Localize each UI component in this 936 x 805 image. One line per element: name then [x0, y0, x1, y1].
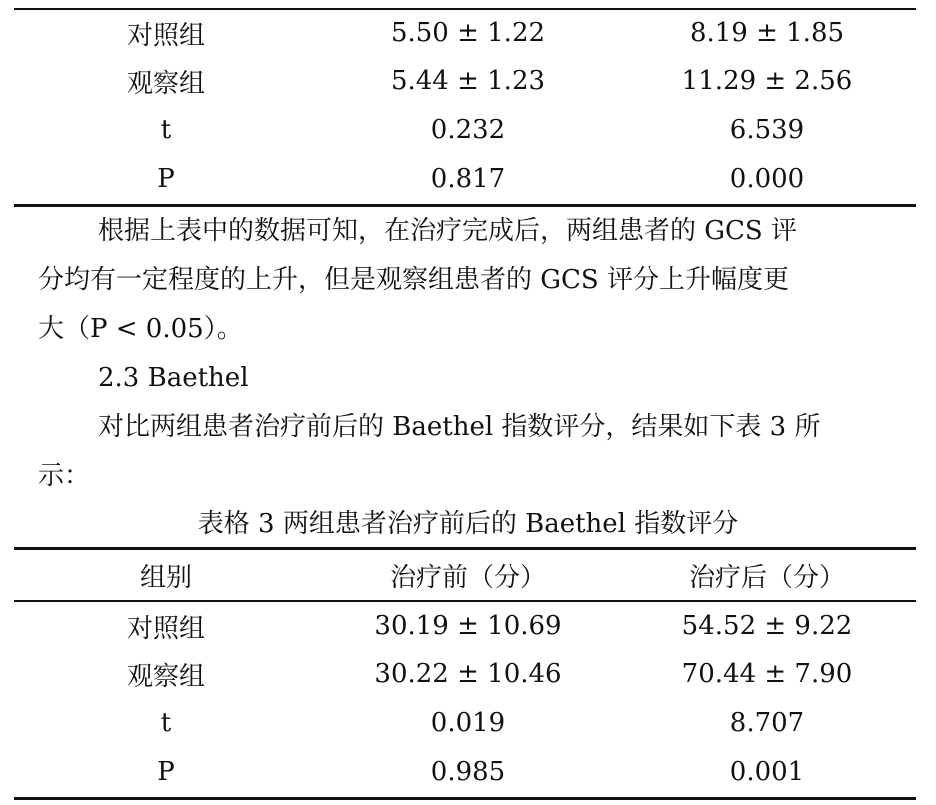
paragraph-line: 对比两组患者治疗前后的 Baethel 指数评分，结果如下表 3 所 [98, 412, 821, 442]
before-value-cell: 5.50 ± 1.22 [390, 18, 546, 48]
table2-top-rule [14, 8, 916, 10]
after-value-cell: 54.52 ± 9.22 [681, 611, 853, 641]
column-header-before: 治疗前（分） [389, 562, 546, 593]
before-value-cell: 0.232 [430, 115, 506, 145]
table-header-row [14, 553, 916, 597]
after-value-cell: 0.001 [729, 757, 805, 787]
table3-bottom-rule [14, 797, 916, 800]
table-row [14, 59, 916, 103]
intro-paragraph [38, 403, 898, 501]
paragraph-line: 示： [38, 461, 91, 491]
group-cell: 观察组 [126, 68, 205, 99]
table-row [14, 11, 916, 55]
table-row [14, 652, 916, 696]
table-row [14, 108, 916, 152]
before-value-cell: 0.817 [430, 164, 506, 194]
before-value-cell: 5.44 ± 1.23 [390, 66, 546, 96]
after-value-cell: 6.539 [729, 115, 805, 145]
group-cell: t [160, 708, 172, 738]
table3-header-rule [14, 600, 916, 602]
table-row [14, 750, 916, 794]
before-value-cell: 0.019 [430, 708, 506, 738]
section-heading-text: 2.3 Baethel [98, 363, 249, 393]
paragraph-line: 根据上表中的数据可知，在治疗完成后，两组患者的 GCS 评 [98, 216, 798, 246]
column-header-after: 治疗后（分） [688, 562, 845, 593]
group-cell: 观察组 [126, 661, 205, 692]
table-row [14, 604, 916, 648]
group-cell: 对照组 [126, 613, 205, 644]
group-cell: t [160, 115, 172, 145]
paragraph-line: 大（P < 0.05）。 [38, 314, 243, 344]
section-heading [38, 354, 898, 403]
table3-top-rule [14, 547, 916, 550]
after-value-cell: 0.000 [729, 164, 805, 194]
group-cell: 对照组 [126, 20, 205, 51]
after-value-cell: 8.707 [729, 708, 805, 738]
column-header-group: 组别 [139, 562, 192, 593]
results-paragraph [38, 207, 898, 354]
before-value-cell: 30.19 ± 10.69 [374, 611, 562, 641]
after-value-cell: 8.19 ± 1.85 [689, 18, 845, 48]
before-value-cell: 0.985 [430, 757, 506, 787]
after-value-cell: 11.29 ± 2.56 [681, 66, 853, 96]
group-cell: P [157, 757, 175, 787]
group-cell: P [157, 164, 175, 194]
paragraph-line: 分均有一定程度的上升，但是观察组患者的 GCS 评分上升幅度更 [38, 265, 790, 295]
before-value-cell: 30.22 ± 10.46 [374, 659, 562, 689]
table-row [14, 701, 916, 745]
after-value-cell: 70.44 ± 7.90 [681, 659, 853, 689]
table3-caption: 表格 3 两组患者治疗前后的 Baethel 指数评分 [197, 509, 739, 539]
table-row [14, 157, 916, 201]
